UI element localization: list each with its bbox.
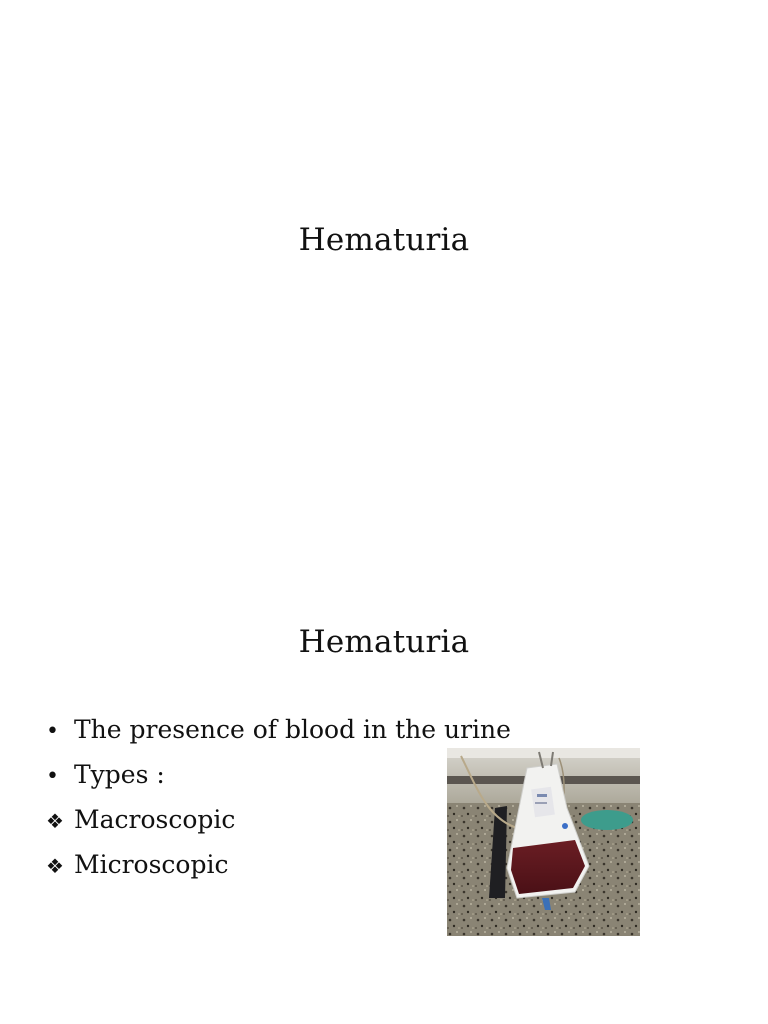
bullet-list <box>44 708 511 888</box>
bullet-text: The presence of blood in the urine <box>74 715 511 744</box>
list-item <box>44 753 511 798</box>
list-item <box>44 798 511 843</box>
bullet-text: Types : <box>74 760 165 789</box>
urine-bag-photo <box>447 748 640 936</box>
bullet-text: Microscopic <box>74 850 229 879</box>
bullet-text: Macroscopic <box>74 805 236 834</box>
slide-title: Hematuria <box>298 222 470 258</box>
list-item <box>44 708 511 753</box>
bullet-dot-icon: • <box>46 764 59 789</box>
slide-2 <box>0 512 768 1024</box>
slide-title: Hematuria <box>298 624 470 660</box>
bullet-dot-icon: • <box>46 719 59 744</box>
list-item <box>44 843 511 888</box>
diamond-bullet-icon: ❖ <box>46 809 64 833</box>
diamond-bullet-icon: ❖ <box>46 854 64 878</box>
